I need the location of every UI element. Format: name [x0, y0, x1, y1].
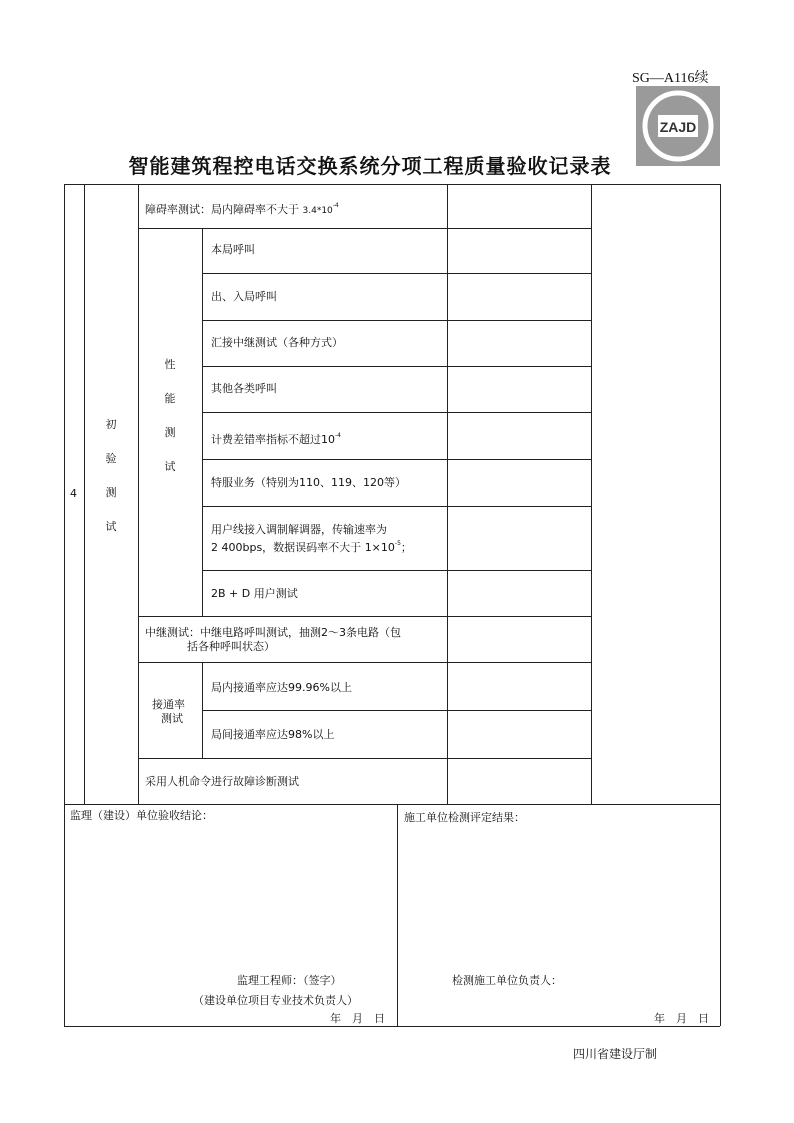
issuer-footer: 四川省建设厅制 — [573, 1047, 658, 1061]
date-right: 年 月 日 — [654, 1012, 709, 1025]
connect-rate-label: 接通率 测试 — [152, 698, 185, 725]
supervisor-conclusion-label: 监理（建设）单位验收结论： — [70, 809, 213, 822]
local-call-item: 本局呼叫 — [211, 243, 255, 256]
fault-diagnosis-item: 采用人机命令进行故障诊断测试 — [145, 775, 299, 788]
isdn-item: 2B + D 用户测试 — [211, 587, 298, 600]
special-service-item: 特服业务（特别为110、119、120等） — [211, 476, 406, 489]
date-left: 年 月 日 — [330, 1012, 385, 1025]
other-calls-item: 其他各类呼叫 — [211, 382, 277, 395]
modem-item: 用户线接入调制解调器，传输速率为 2 400bps，数据误码率不大于 $1\times 10^{-5}$； — [211, 523, 412, 554]
performance-label: 性 能 测 试 — [164, 358, 176, 473]
row-number: 4 — [70, 487, 77, 500]
trunk-test-item: 中继测试：中继电路呼叫测试，抽测2～3条电路（包 括各种呼叫状态） — [145, 626, 401, 653]
in-out-call-item: 出、入局呼叫 — [211, 290, 277, 303]
group-label: 初 验 测 试 — [105, 418, 117, 533]
local-connect-item: 局内接通率应达99.96%以上 — [211, 681, 352, 694]
form-code: SG—A116续 — [632, 71, 709, 86]
logo-text: ZAJD — [659, 119, 697, 135]
supervisor-engineer-label: 监理工程师：（签字） — [237, 974, 342, 987]
obstacle-rate-item: 障碍率测试：局内障碍率不大于 $3.4*10^{-4}$ — [145, 202, 339, 216]
contractor-result-label: 施工单位检测评定结果： — [404, 811, 525, 824]
billing-error-item: 计费差错率指标不超过$10^{-4}$ — [211, 432, 341, 446]
contractor-person-label: 检测施工单位负责人： — [452, 974, 562, 987]
page-title: 智能建筑程控电话交换系统分项工程质量验收记录表 — [128, 154, 612, 178]
tandem-trunk-item: 汇接中继测试（各种方式） — [211, 336, 343, 349]
inter-connect-item: 局间接通率应达98%以上 — [211, 728, 335, 741]
supervisor-note: （建设单位项目专业技术负责人） — [193, 994, 358, 1007]
